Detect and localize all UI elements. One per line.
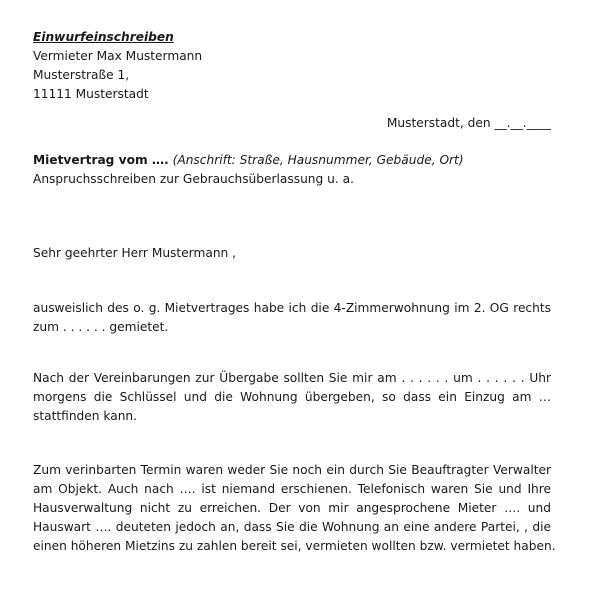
sender-street: Musterstraße 1, — [33, 68, 130, 82]
subject-claim: Anspruchsschreiben zur Gebrauchsüberlassung u. a. — [33, 172, 354, 186]
paragraph-1 — [33, 299, 551, 337]
date-line: Musterstadt, den __.__.____ — [386, 116, 551, 130]
sender-city: 11111 Musterstadt — [33, 87, 149, 101]
paragraph-line: Hauswart …. deuteten jedoch an, dass Sie die Wohnung an eine andere Partei, , die — [33, 520, 551, 534]
paragraph-line: morgens die Schlüssel und die Wohnung übergeben, so dass ein Einzug am … — [33, 390, 551, 404]
paragraph-line: einen höheren Mietzins zu zahlen bereit sei, vermieten wollten bzw. vermietet haben. — [33, 539, 556, 553]
paragraph-line: Hausverwaltung nicht zu erreichen. Der von mir angesprochene Mieter …. und — [33, 501, 551, 515]
subject-address: (Anschrift: Straße, Hausnummer, Gebäude, Ort) — [172, 153, 464, 167]
paragraph-line: Nach der Vereinbarungen zur Übergabe sollten Sie mir am . . . . . . um . . . . . . Uhr — [33, 371, 551, 385]
sender-name: Vermieter Max Mustermann — [33, 49, 203, 63]
paragraph-2 — [33, 369, 551, 426]
paragraph-line: am Objekt. Auch nach …. ist niemand erschienen. Telefonisch waren Sie und Ihre — [33, 482, 551, 496]
salutation: Sehr geehrter Herr Mustermann , — [33, 246, 237, 260]
paragraph-line: stattfinden kann. — [33, 409, 138, 423]
delivery-method: Einwurfeinschreiben — [33, 30, 174, 44]
paragraph-3 — [33, 461, 556, 556]
paragraph-line: zum . . . . . . gemietet. — [33, 320, 169, 334]
subject-line — [33, 151, 551, 170]
subject-block — [33, 151, 551, 189]
salutation-block — [33, 244, 551, 263]
subject-contract: Mietvertrag vom …. — [33, 153, 169, 167]
paragraph-line: Zum verinbarten Termin waren weder Sie noch ein durch Sie Beauftragter Verwalter — [33, 463, 551, 477]
paragraph-line: ausweislich des o. g. Mietvertrages habe ich die 4-Zimmerwohnung im 2. OG rechts — [33, 301, 551, 315]
sender-block — [33, 28, 551, 104]
